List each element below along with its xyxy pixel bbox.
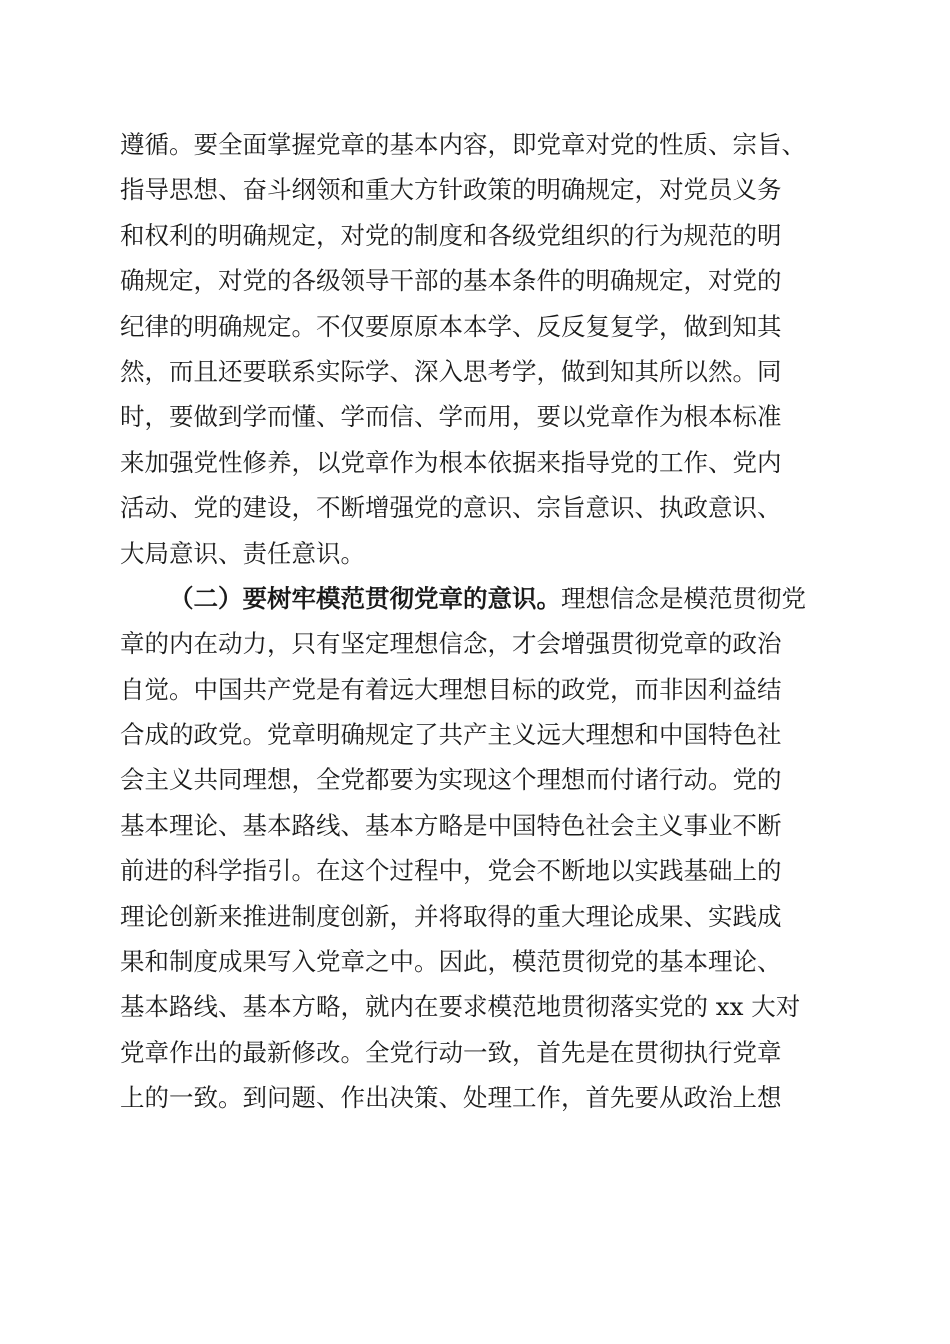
paragraph1-line: 遵循。要全面掌握党章的基本内容，即党章对党的性质、宗旨、 (120, 130, 806, 159)
paragraph1-line: 然，而且还要联系实际学、深入思考学，做到知其所以然。同 (120, 356, 782, 386)
paragraph1-line: 活动、党的建设，不断增强党的意识、宗旨意识、执政意识、 (120, 493, 782, 523)
paragraph1-line: 和权利的明确规定，对党的制度和各级党组织的行为规范的明 (120, 220, 782, 250)
document-body (120, 122, 840, 1121)
paragraph1-line: 时，要做到学而懂、学而信、学而用，要以党章作为根本标准 (120, 402, 782, 432)
paragraph2-line: 基本理论、基本路线、基本方略是中国特色社会主义事业不断 (120, 810, 782, 840)
paragraph2-first-line-text: 理想信念是模范贯彻党 (561, 583, 806, 613)
paragraph2-first-line (120, 576, 840, 621)
paragraph1-line: 来加强党性修养，以党章作为根本依据来指导党的工作、党内 (120, 447, 782, 477)
paragraph1-line: 大局意识、责任意识。 (120, 538, 365, 568)
paragraph2-line: 自觉。中国共产党是有着远大理想目标的政党，而非因利益结 (120, 674, 782, 704)
paragraph2-line: 上的一致。到问题、作出决策、处理工作，首先要从政治上想 (120, 1083, 782, 1113)
paragraph2-line: 会主义共同理想，全党都要为实现这个理想而付诸行动。党的 (120, 765, 782, 795)
paragraph2-line: 章的内在动力，只有坚定理想信念，才会增强贯彻党章的政治 (120, 629, 782, 659)
paragraph1-line: 指导思想、奋斗纲领和重大方针政策的明确规定，对党员义务 (120, 175, 782, 205)
paragraph2-line: 理论创新来推进制度创新，并将取得的重大理论成果、实践成 (120, 901, 782, 931)
paragraph2-line: 果和制度成果写入党章之中。因此，模范贯彻党的基本理论、 (120, 947, 782, 977)
paragraph2-line: 基本路线、基本方略，就内在要求模范地贯彻落实党的 xx 大对 (120, 992, 801, 1022)
paragraph2-line: 前进的科学指引。在这个过程中，党会不断地以实践基础上的 (120, 856, 782, 886)
paragraph2-line: 合成的政党。党章明确规定了共产主义远大理想和中国特色社 (120, 720, 782, 750)
paragraph2-line: 党章作出的最新修改。全党行动一致，首先是在贯彻执行党章 (120, 1037, 782, 1067)
paragraph1-line: 纪律的明确规定。不仅要原原本本学、反反复复学，做到知其 (120, 311, 782, 341)
section-heading: （二）要树牢模范贯彻党章的意识。 (169, 583, 561, 613)
paragraph1-line: 确规定，对党的各级领导干部的基本条件的明确规定，对党的 (120, 266, 782, 296)
